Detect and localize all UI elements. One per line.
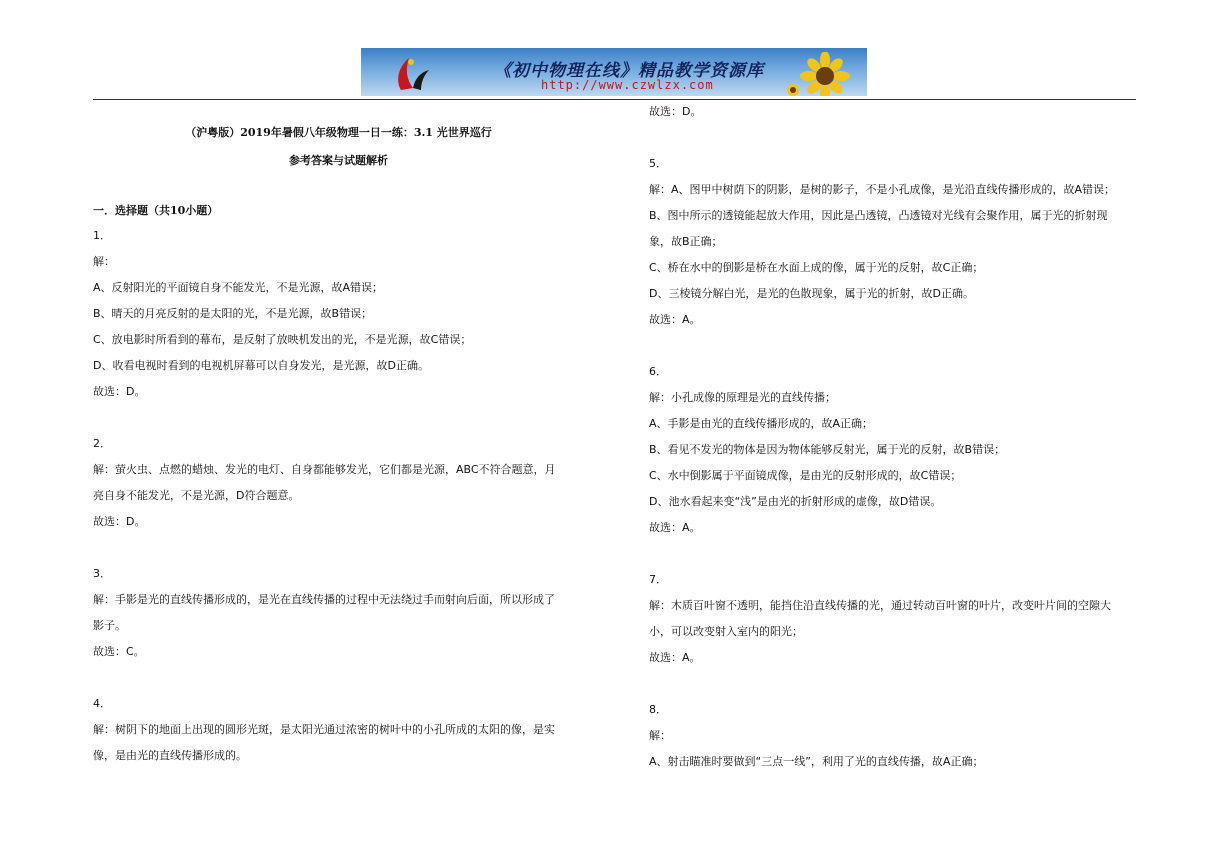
site-banner: [361, 48, 867, 96]
answer-line: A、手影是由光的直线传播形成的，故A正确；: [649, 417, 874, 430]
answer-choice: 故选：D。: [93, 385, 146, 398]
answer-choice: 故选：A。: [649, 521, 701, 534]
answer-block: [649, 151, 1139, 333]
question-number: 3．: [93, 567, 111, 580]
left-column: [93, 223, 584, 769]
answer-block: [649, 359, 1139, 541]
answer-line: B、图中所示的透镜能起放大作用，因此是凸透镜，凸透镜对光线有会聚作用，属于光的折射现: [649, 209, 1108, 222]
answer-line: C、桥在水中的倒影是桥在水面上成的像，属于光的反射，故C正确；: [649, 261, 984, 274]
question-number: 5．: [649, 157, 667, 170]
answer-line: A、反射阳光的平面镜自身不能发光，不是光源，故A错误；: [93, 281, 384, 294]
answer-line: 解：萤火虫、点燃的蜡烛、发光的电灯、自身都能够发光，它们都是光源，ABC不符合题意，月: [93, 463, 556, 476]
answer-line: C、水中倒影属于平面镜成像，是由光的反射形成的，故C错误；: [649, 469, 962, 482]
document-title: （沪粤版）2019年暑假八年级物理一日一练：3.1 光世界巡行: [185, 126, 492, 139]
answer-block: [649, 567, 1139, 671]
answer-line: 解：手影是光的直线传播形成的，是光在直线传播的过程中无法绕过手而射向后面，所以形成了: [93, 593, 555, 606]
banner-title: 《初中物理在线》精品教学资源库: [494, 61, 764, 81]
question-number: 7．: [649, 573, 667, 586]
answer-line: 像，是由光的直线传播形成的。: [93, 749, 247, 762]
answer-choice: 故选：A。: [649, 651, 701, 664]
answer-line: C、放电影时所看到的幕布，是反射了放映机发出的光，不是光源，故C错误；: [93, 333, 472, 346]
answer-line: D、池水看起来变“浅”是由光的折射形成的虚像，故D错误。: [649, 495, 942, 508]
answer-line: B、晴天的月亮反射的是太阳的光，不是光源，故B错误；: [93, 307, 373, 320]
answer-block: [93, 561, 584, 665]
answer-choice: 故选：C。: [93, 645, 145, 658]
answer-choice: 故选：D。: [93, 515, 146, 528]
section-heading: 一．选择题（共10小题）: [93, 204, 219, 217]
answer-line: 解：木质百叶窗不透明，能挡住沿直线传播的光，通过转动百叶窗的叶片，改变叶片间的空隙大: [649, 599, 1111, 612]
answer-block: [93, 691, 584, 769]
question-number: 2．: [93, 437, 111, 450]
answer-line: 解：: [649, 729, 671, 742]
answer-line: 解：树阴下的地面上出现的圆形光斑，是太阳光通过浓密的树叶中的小孔所成的太阳的像，是实: [93, 723, 555, 736]
answer-line: 解：: [93, 255, 115, 268]
answer-line: B、看见不发光的物体是因为物体能够反射光，属于光的反射，故B错误；: [649, 443, 1006, 456]
answer-line: A、射击瞄准时要做到“三点一线”，利用了光的直线传播，故A正确；: [649, 755, 984, 768]
answer-line: 小，可以改变射入室内的阳光；: [649, 625, 803, 638]
answer-line: D、收看电视时看到的电视机屏幕可以自身发光，是光源，故D正确。: [93, 359, 429, 372]
answer-line: 解：小孔成像的原理是光的直线传播；: [649, 391, 836, 404]
answer-choice: 故选：A。: [649, 313, 701, 326]
answer-line: 亮自身不能发光，不是光源，D符合题意。: [93, 489, 300, 502]
answer-line: 象，故B正确；: [649, 235, 723, 248]
answer-block: [649, 99, 1139, 125]
answer-block: [93, 223, 584, 405]
answer-block: [93, 431, 584, 535]
answer-choice: 故选：D。: [649, 105, 702, 118]
answer-line: 影子。: [93, 619, 126, 632]
answer-block: [649, 697, 1139, 775]
banner-url: http://www.czwlzx.com: [541, 78, 714, 92]
right-column: [649, 99, 1139, 775]
question-number: 4．: [93, 697, 111, 710]
document-subtitle: 参考答案与试题解析: [289, 154, 388, 167]
question-number: 1．: [93, 229, 111, 242]
answer-line: 解：A、图甲中树荫下的阴影，是树的影子，不是小孔成像，是光沿直线传播形成的，故A错误；: [649, 183, 1116, 196]
answer-line: D、三棱镜分解白光，是光的色散现象，属于光的折射，故D正确。: [649, 287, 974, 300]
logo-icon: [391, 54, 431, 92]
question-number: 8．: [649, 703, 667, 716]
question-number: 6．: [649, 365, 667, 378]
sunflower-icon: [785, 52, 859, 96]
